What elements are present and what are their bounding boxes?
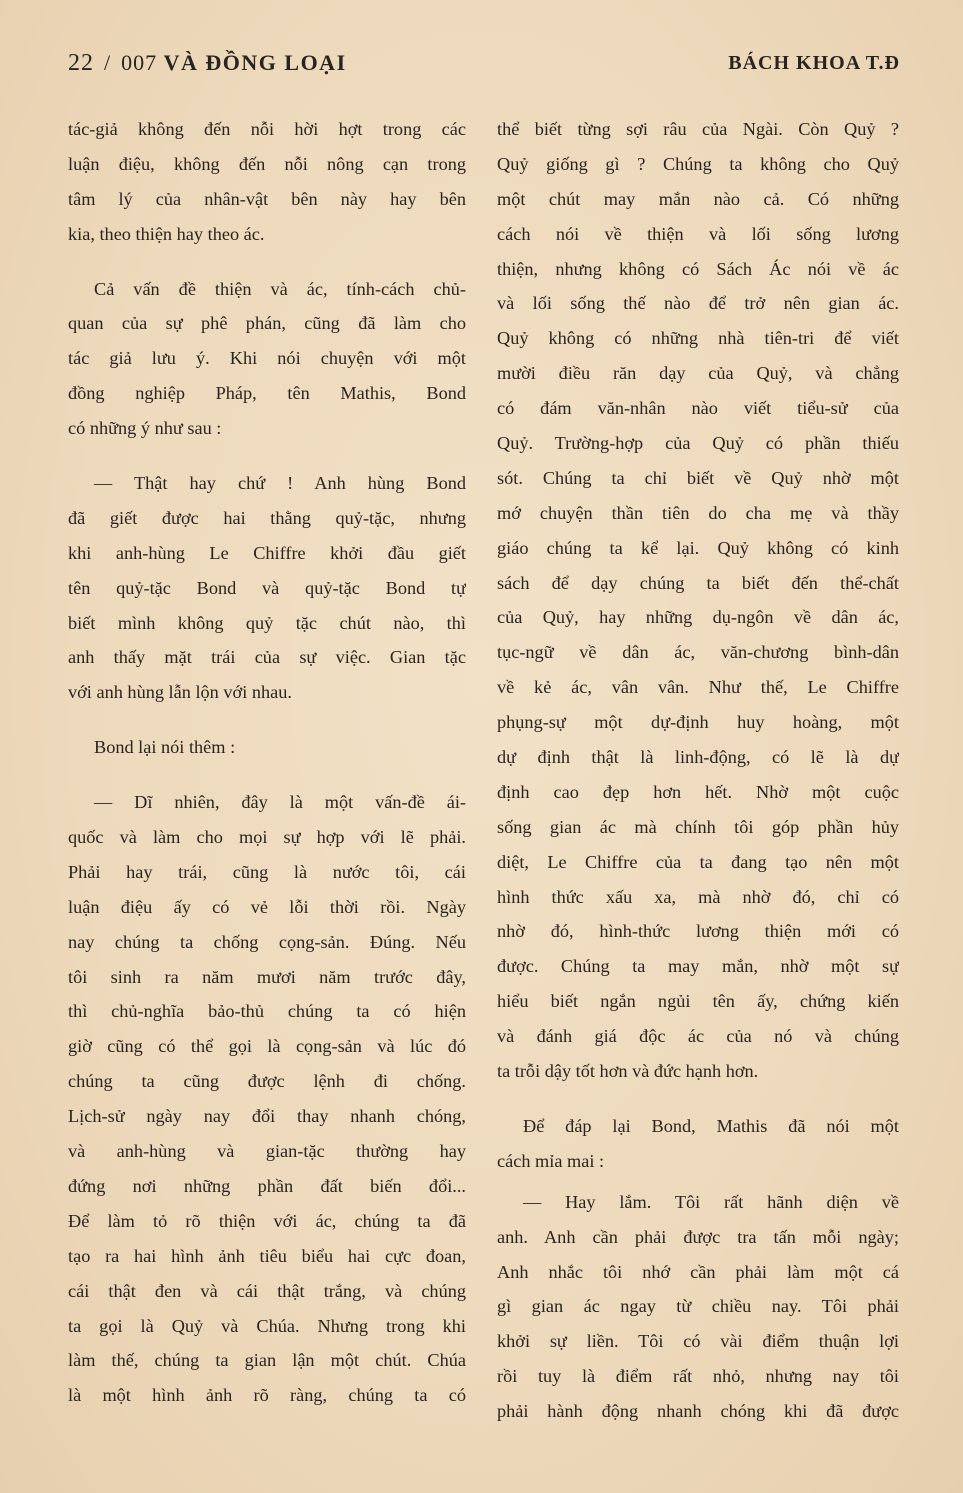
text-line: đã giết được hai thằng quỷ-tặc, nhưng bbox=[68, 507, 466, 528]
page-header bbox=[68, 50, 900, 84]
text-line: một chút may mắn nào cả. Có những bbox=[497, 188, 899, 209]
text-line: luận điệu ấy có vẻ lỗi thời rồi. Ngày bbox=[68, 896, 466, 917]
article-title: VÀ ĐỒNG LOẠI bbox=[163, 50, 347, 75]
text-line: sách để dạy chúng ta biết đến thể-chất bbox=[497, 572, 899, 593]
text-line: sống gian ác mà chính tôi góp phần hủy bbox=[497, 816, 899, 837]
text-line: chúng ta cũng được lệnh đi chống. bbox=[68, 1071, 466, 1092]
text-line: nhờ đó, hình-thức lương thiện mới có bbox=[497, 921, 899, 942]
paragraph-gap bbox=[497, 1089, 899, 1109]
text-line: — Dĩ nhiên, đây là một vấn-đề ái- bbox=[94, 792, 466, 813]
text-line: anh thấy mặt trái của sự việc. Gian tặc bbox=[68, 647, 466, 668]
paragraph-gap bbox=[68, 710, 466, 730]
text-line: được. Chúng ta may mắn, nhờ một sự bbox=[497, 956, 899, 977]
text-line: khởi sự liền. Tôi có vài điểm thuận lợi bbox=[497, 1331, 899, 1352]
text-line: kia, theo thiện hay theo ác. bbox=[68, 223, 265, 244]
text-line: sót. Chúng ta chỉ biết về Quỷ nhờ một bbox=[497, 467, 899, 488]
text-line: làm thế, chúng ta gian lận một chút. Chúa bbox=[68, 1350, 466, 1371]
text-line: mười điều răn dạy của Quỷ, và chẳng bbox=[497, 363, 899, 384]
text-line: khi anh-hùng Le Chiffre khởi đầu giết bbox=[68, 542, 466, 563]
text-line: tác giả lưu ý. Khi nói chuyện với một bbox=[68, 348, 466, 369]
text-line: Phải hay trái, cũng là nước tôi, cái bbox=[68, 861, 466, 882]
text-line: biết mình không quỷ tặc chút nào, thì bbox=[68, 612, 466, 633]
text-line: luận điệu, không đến nỗi nông cạn trong bbox=[68, 153, 466, 174]
text-line: rồi tuy là điểm rất nhỏ, nhưng nay tôi bbox=[497, 1366, 899, 1387]
text-line: ta trỗi dậy tốt hơn và đức hạnh hơn. bbox=[497, 1061, 759, 1082]
text-line: thể biết từng sợi râu của Ngài. Còn Quỷ ? bbox=[497, 119, 899, 139]
text-line: tác-giả không đến nỗi hời hợt trong các bbox=[68, 119, 466, 139]
text-line: định cao đẹp hơn hết. Nhờ một cuộc bbox=[497, 781, 899, 802]
text-line: thì chủ-nghĩa bảo-thủ chúng ta có hiện bbox=[68, 1001, 466, 1022]
text-line: — Thật hay chứ ! Anh hùng Bond bbox=[94, 473, 466, 494]
text-line: Bond lại nói thêm : bbox=[94, 737, 236, 758]
text-line: thiện, nhưng không có Sách Ác nói về ác bbox=[497, 258, 899, 279]
page-number: 22 bbox=[68, 50, 94, 76]
text-line: phụng-sự một dự-định huy hoàng, một bbox=[497, 712, 899, 733]
text-line: tục-ngữ về dân ác, văn-chương bình-dân bbox=[497, 642, 899, 663]
text-line: Quỷ không có những nhà tiên-tri để viết bbox=[497, 328, 899, 349]
paragraph-gap bbox=[68, 252, 466, 272]
paragraph-gap bbox=[68, 765, 466, 785]
text-line: tạo ra hai hình ảnh tiêu biểu hai cực đoan, bbox=[68, 1245, 466, 1266]
text-line: Để làm tỏ rõ thiện với ác, chúng ta đã bbox=[68, 1210, 466, 1231]
text-line: Quỷ. Trường-hợp của Quỷ có phần thiếu bbox=[497, 433, 899, 454]
text-line: tôi sinh ra năm mươi năm trước đây, bbox=[68, 966, 466, 987]
text-line: đứng nơi những phần đất biến đổi... bbox=[68, 1175, 466, 1196]
text-line: tên quỷ-tặc Bond và quỷ-tặc Bond tự bbox=[68, 577, 466, 598]
text-line: phải hành động nhanh chóng khi đã được bbox=[497, 1401, 899, 1422]
paragraph-gap bbox=[68, 446, 466, 466]
text-line: có những ý như sau : bbox=[68, 418, 222, 439]
text-line: anh. Anh cần phải được tra tấn mỗi ngày; bbox=[497, 1226, 899, 1247]
text-line: — Hay lắm. Tôi rất hãnh diện về bbox=[523, 1191, 899, 1212]
text-line: gì gian ác ngay từ chiều nay. Tôi phải bbox=[497, 1296, 899, 1317]
text-line: Lịch-sử ngày nay đổi thay nhanh chóng, bbox=[68, 1106, 466, 1127]
text-line: ta gọi là Quỷ và Chúa. Nhưng trong khi bbox=[68, 1315, 466, 1336]
header-separator: / bbox=[104, 50, 112, 75]
text-line: và đánh giá độc ác của nó và chúng bbox=[497, 1026, 899, 1047]
right-column bbox=[497, 112, 899, 1429]
text-line: Cả vấn đề thiện và ác, tính-cách chủ- bbox=[94, 278, 466, 299]
text-line: hiểu biết ngắn ngủi tên ấy, chứng kiến bbox=[497, 991, 899, 1012]
text-line: có đám văn-nhân nào viết tiểu-sử của bbox=[497, 398, 899, 419]
text-line: Để đáp lại Bond, Mathis đã nói một bbox=[523, 1115, 899, 1136]
text-line: đồng nghiệp Pháp, tên Mathis, Bond bbox=[68, 383, 466, 404]
text-line: cách nói về thiện và lối sống lương bbox=[497, 223, 899, 244]
text-line: nay chúng ta chống cọng-sản. Đúng. Nếu bbox=[68, 931, 466, 952]
text-line: tâm lý của nhân-vật bên này hay bên bbox=[68, 188, 466, 209]
text-line: quan của sự phê phán, cũng đã làm cho bbox=[68, 313, 466, 334]
text-line: và lối sống thế nào để trở nên gian ác. bbox=[497, 293, 899, 314]
text-line: của Quỷ, hay những dụ-ngôn về dân ác, bbox=[497, 607, 899, 628]
text-line: về kẻ ác, vân vân. Như thế, Le Chiffre bbox=[497, 677, 899, 698]
text-line: giờ cũng có thể gọi là cọng-sản và lúc đó bbox=[68, 1036, 466, 1057]
series-number: 007 bbox=[121, 50, 158, 75]
text-line: Anh nhắc tôi nhớ cần phải làm một cá bbox=[497, 1261, 899, 1282]
text-line: mớ chuyện thần tiên do cha mẹ và thầy bbox=[497, 502, 899, 523]
header-left bbox=[68, 50, 347, 77]
text-line: hình thức xấu xa, mà nhờ đó, chỉ có bbox=[497, 886, 899, 907]
text-line: diệt, Le Chiffre của ta đang tạo nên một bbox=[497, 851, 899, 872]
text-line: và anh-hùng và gian-tặc thường hay bbox=[68, 1141, 466, 1162]
text-line: là một hình ảnh rõ ràng, chúng ta có bbox=[68, 1385, 466, 1406]
text-line: Quỷ giống gì ? Chúng ta không cho Quỷ bbox=[497, 153, 899, 174]
text-line: với anh hùng lẫn lộn với nhau. bbox=[68, 682, 292, 703]
text-line: cái thật đen và cái thật trắng, và chúng bbox=[68, 1280, 466, 1301]
left-column bbox=[68, 112, 466, 1413]
text-line: giáo chúng ta kể lại. Quỷ không có kinh bbox=[497, 537, 899, 558]
text-line: quốc và làm cho mọi sự hợp với lẽ phải. bbox=[68, 827, 466, 848]
text-line: cách mỉa mai : bbox=[497, 1150, 605, 1171]
text-line: dự định thật là linh-động, có lẽ là dự bbox=[497, 747, 899, 768]
magazine-name: BÁCH KHOA T.Đ bbox=[728, 52, 900, 74]
